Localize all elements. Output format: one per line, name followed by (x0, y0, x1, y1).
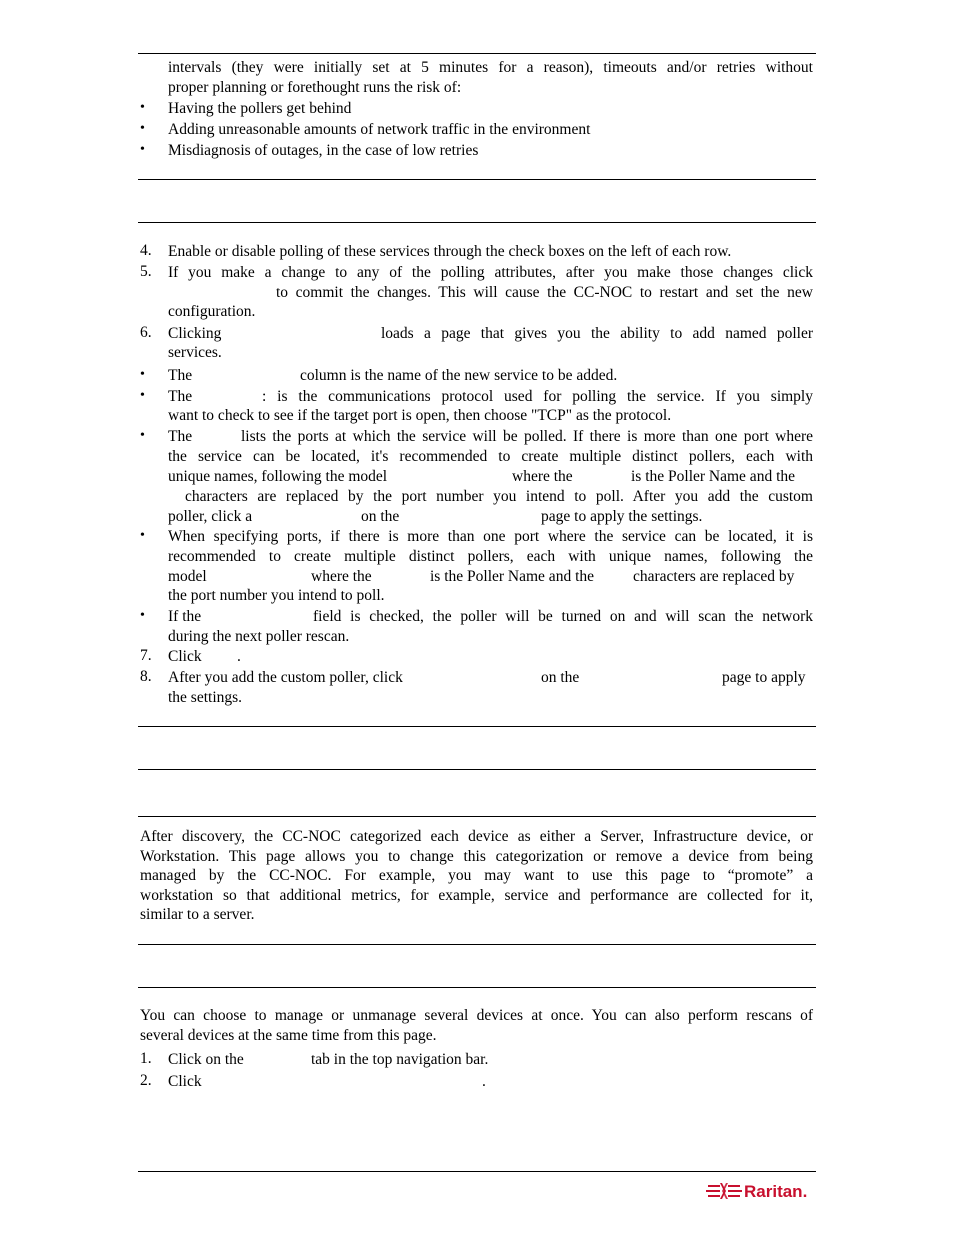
bullet: • (140, 608, 145, 623)
text-fragment: Click (168, 1073, 202, 1090)
text-fragment: If the (168, 608, 202, 625)
rule (138, 769, 816, 770)
bullet: • (140, 367, 145, 382)
step-text: Enable or disable polling of these services through the check boxes on the left of each row. (168, 243, 732, 260)
text-line: intervals (they were initially set at 5 minutes for a reason), timeouts and/or retries without (168, 59, 813, 76)
raritan-logo-icon (706, 1180, 816, 1202)
step-number: 2. (140, 1072, 152, 1089)
step-number: 7. (140, 647, 152, 664)
risk-item: Having the pollers get behind (168, 100, 352, 117)
text-fragment: After you add the custom poller, click (168, 669, 403, 686)
text-line: several devices at the same time from this page. (140, 1026, 437, 1044)
text-fragment: : is the communications protocol used for polling the service. If you simply (262, 388, 813, 405)
rule-top (138, 53, 816, 54)
text-fragment: field is checked, the poller will be turned on and will scan the network (313, 608, 813, 625)
rule-footer (138, 1171, 816, 1172)
text-fragment: . (237, 648, 241, 665)
text-fragment: is the Poller Name and the (430, 568, 594, 585)
text-fragment: The (168, 388, 193, 405)
text-fragment: Click (168, 648, 202, 665)
intro-paragraph (168, 58, 813, 97)
bullet: • (140, 100, 145, 115)
step-number: 5. (140, 263, 152, 280)
text-fragment: Click on the (168, 1051, 244, 1068)
step-number: 4. (140, 242, 152, 259)
rule (138, 816, 816, 817)
text-fragment: model (168, 568, 207, 585)
text-fragment: The (168, 428, 193, 445)
rule (138, 222, 816, 223)
text-line (381, 324, 813, 344)
text-line: services. (168, 344, 222, 361)
text-fragment: is the Poller Name and the (631, 468, 795, 485)
text-fragment: . (482, 1073, 486, 1090)
text-fragment: characters are replaced by (633, 568, 795, 585)
text-fragment: the service can be located, it's recommended to create multiple distinct pollers, each with (168, 448, 813, 465)
bullet: • (140, 528, 145, 543)
text-fragment: where the (512, 468, 573, 485)
text-fragment: Clicking (168, 325, 222, 342)
text-fragment: poller, click a (168, 508, 253, 525)
risk-item: Adding unreasonable amounts of network traffic in the environment (168, 121, 591, 138)
text-fragment: loads a page that gives you the ability to add named poller (381, 325, 813, 342)
text-line (313, 607, 813, 627)
text-fragment: page to apply the settings. (541, 508, 703, 525)
text-line: similar to a server. (140, 906, 255, 923)
bullet: • (140, 388, 145, 403)
text-line: want to check to see if the target port is open, then choose "TCP" as the protocol. (168, 407, 672, 424)
text-line: configuration. (168, 303, 256, 320)
bullet: • (140, 142, 145, 157)
text-line: the port number you intend to poll. (168, 587, 385, 604)
text-paragraph (168, 527, 813, 566)
text-line: You can choose to manage or unmanage several devices at once. You can also perform rescans of (140, 1007, 813, 1024)
text-fragment: where the (311, 568, 372, 585)
text-line: proper planning or forethought runs the risk of: (168, 78, 462, 96)
discovery-paragraph (140, 827, 813, 925)
rule (138, 726, 816, 727)
text-line: workstation so that additional metrics, for example, service and performance are collected for it, (140, 886, 813, 904)
text-line: to commit the changes. This will cause the CC-NOC to restart and set the new (276, 283, 813, 301)
text-fragment: column is the name of the new service to be added. (300, 367, 618, 384)
text-fragment: unique names, following the model (168, 468, 388, 485)
text-fragment: tab in the top navigation bar. (311, 1051, 489, 1068)
text-fragment: page to apply (722, 669, 806, 686)
rule (138, 987, 816, 988)
raritan-logo (706, 1180, 816, 1202)
logo-wordmark: Raritan. (744, 1182, 808, 1201)
step-number: 1. (140, 1050, 152, 1067)
text-line (262, 387, 813, 407)
text-fragment: on the (361, 508, 400, 525)
step-paragraph (168, 263, 813, 322)
text-line: Workstation. This page allows you to change this categorization or remove a device from being (140, 847, 813, 865)
bullet: • (140, 121, 145, 136)
bullet: • (140, 428, 145, 443)
risk-item: Misdiagnosis of outages, in the case of low retries (168, 142, 479, 159)
text-line: After discovery, the CC-NOC categorized each device as either a Server, Infrastructure device, or (140, 828, 813, 845)
rule (138, 944, 816, 945)
step-number: 6. (140, 324, 152, 341)
text-fragment: characters are replaced by the port number you intend to poll. After you add the custom (185, 488, 813, 505)
text-line: If you make a change to any of the polling attributes, after you make those changes click (168, 264, 813, 281)
text-line (185, 487, 813, 507)
text-line: When specifying ports, if there is more than one port where the service can be located, it is (168, 528, 813, 545)
rule (138, 179, 816, 180)
step-number: 8. (140, 668, 152, 685)
text-fragment: lists the ports at which the service will be polled. If there is more than one port where (241, 428, 813, 445)
text-line: managed by the CC-NOC. For example, you may want to use this page to “promote” a (140, 867, 813, 884)
manage-paragraph (140, 1006, 813, 1045)
text-line: the settings. (168, 689, 243, 706)
text-line (168, 447, 813, 467)
text-line: recommended to create multiple distinct pollers, each with unique names, following the (168, 547, 813, 565)
text-line (241, 427, 813, 447)
text-fragment: The (168, 367, 193, 384)
text-fragment: on the (541, 669, 580, 686)
text-line: during the next poller rescan. (168, 628, 350, 645)
